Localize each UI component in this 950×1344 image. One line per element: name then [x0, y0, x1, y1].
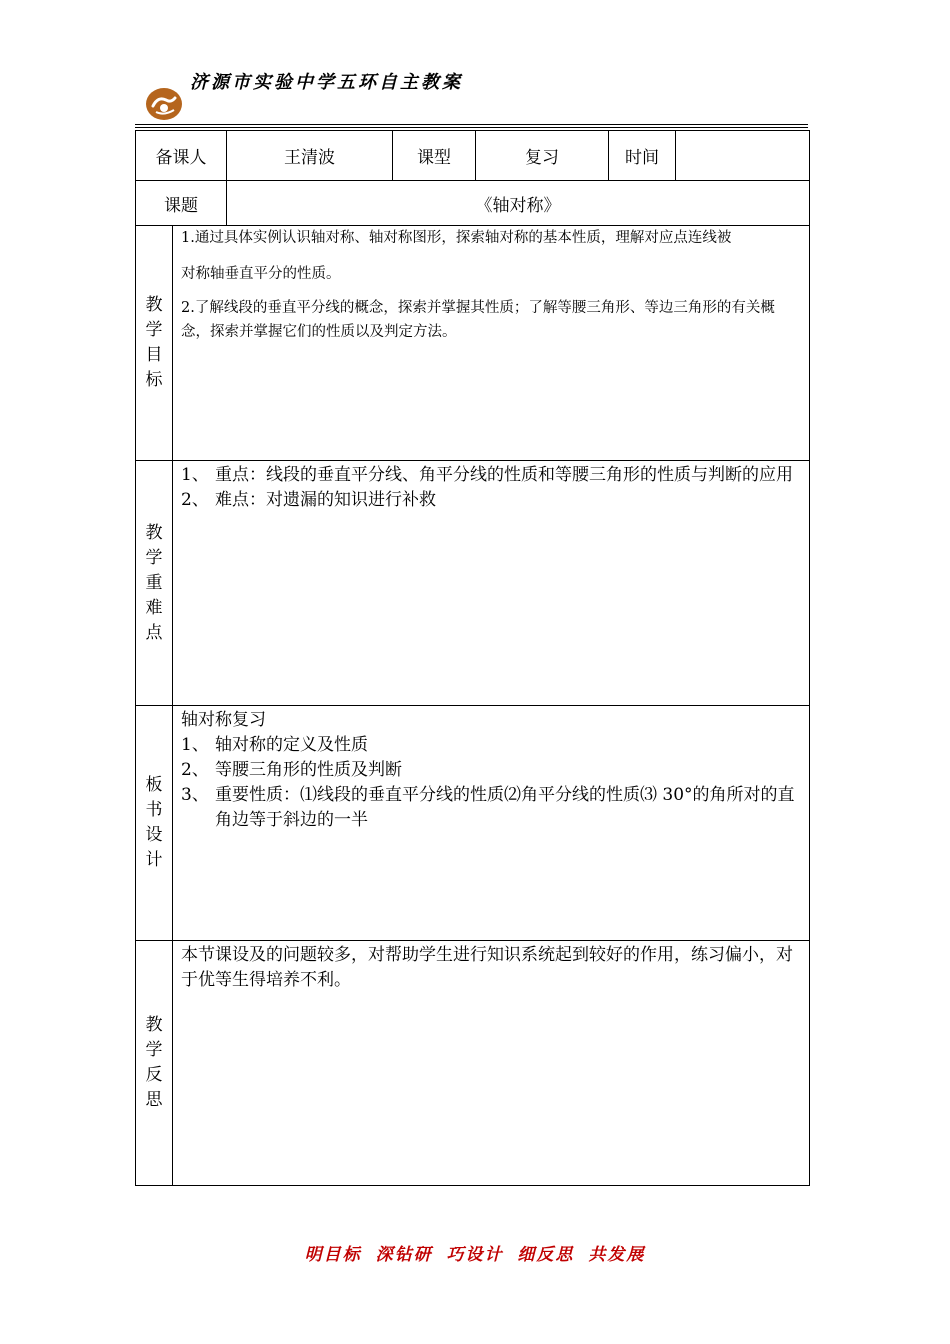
- lesson-plan-table: [135, 130, 810, 1186]
- time-label: 时间: [609, 131, 676, 181]
- key-points-row: [136, 461, 810, 706]
- header-rule-top: [135, 124, 808, 125]
- board-item: 2、 等腰三角形的性质及判断: [181, 760, 402, 780]
- reflection-content: 本节课设及的问题较多，对帮助学生进行知识系统起到较好的作用，练习偏小，对于优等生得培养不利。: [173, 941, 810, 1186]
- objective-1a: 1.通过具体实例认识轴对称、轴对称图形，探索轴对称的基本性质，理解对应点连线被: [181, 230, 732, 246]
- school-title: 济源市实验中学五环自主教案: [190, 72, 463, 93]
- board-item: 1、 轴对称的定义及性质: [181, 735, 368, 755]
- topic-row: [136, 181, 810, 226]
- board-row: [136, 706, 810, 941]
- board-label: 板 书 设 计: [136, 706, 173, 941]
- lesson-type-value: 复习: [476, 131, 609, 181]
- key-points-content: [173, 461, 810, 706]
- school-logo: [144, 86, 184, 122]
- board-content: [173, 706, 810, 941]
- preparer-value: 王清波: [227, 131, 393, 181]
- topic-label: 课题: [136, 181, 227, 226]
- key-point-item: 2、 难点：对遗漏的知识进行补救: [181, 490, 436, 510]
- footer-motto: 明目标 深钻研 巧设计 细反思 共发展: [304, 1245, 646, 1265]
- objective-2: 2.了解线段的垂直平分线的概念，探索并掌握其性质；了解等腰三角形、等边三角形的有关概念，探索并掌握它们的性质以及判定方法。: [181, 300, 775, 340]
- info-row: [136, 131, 810, 181]
- board-heading: 轴对称复习: [181, 710, 266, 730]
- preparer-label: 备课人: [136, 131, 227, 181]
- key-points-label: 教 学 重 难 点: [136, 461, 173, 706]
- objectives-label: 教 学 目 标: [136, 226, 173, 461]
- objectives-content: [173, 226, 810, 461]
- header-rule-bottom: [135, 127, 808, 128]
- objective-1b: 对称轴垂直平分的性质。: [181, 266, 341, 282]
- board-item: 3、 重要性质：⑴线段的垂直平分线的性质⑵角平分线的性质⑶ 30°的角所对的直角边等于斜边的一半: [181, 785, 795, 830]
- topic-value: 《轴对称》: [227, 181, 810, 226]
- key-point-item: 1、 重点：线段的垂直平分线、角平分线的性质和等腰三角形的性质与判断的应用: [181, 465, 793, 485]
- time-value: [676, 131, 810, 181]
- reflection-label: 教 学 反 思: [136, 941, 173, 1186]
- reflection-row: [136, 941, 810, 1186]
- lesson-type-label: 课型: [393, 131, 476, 181]
- objectives-row: [136, 226, 810, 461]
